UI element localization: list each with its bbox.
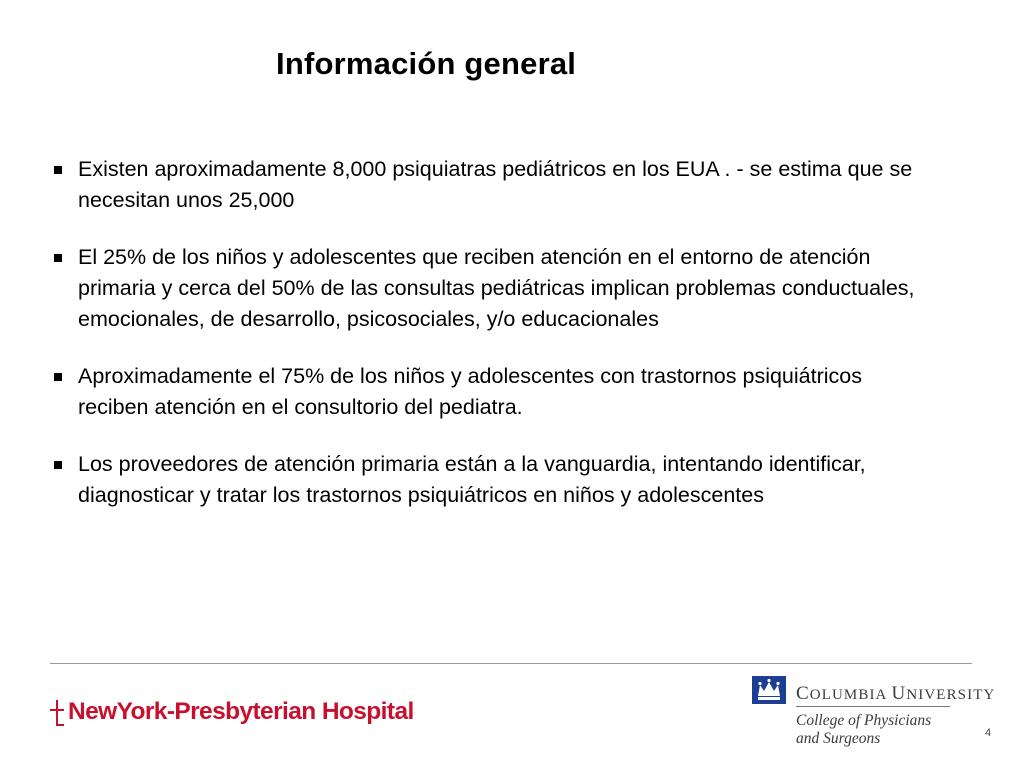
square-bullet-icon bbox=[54, 166, 62, 174]
square-bullet-icon bbox=[54, 373, 62, 381]
hospital-mark-icon bbox=[50, 700, 64, 726]
university-divider bbox=[796, 706, 950, 707]
bullet-item bbox=[50, 361, 930, 423]
columbia-crown-icon bbox=[752, 676, 786, 704]
bullet-text: Los proveedores de atención primaria están a la vanguardia, intentando identificar, diagnosticar y tratar los trastornos psiquiátricos en niños y adolescentes bbox=[78, 452, 866, 507]
hospital-name: NewYork-Presbyterian Hospital bbox=[68, 698, 414, 725]
bullet-item bbox=[50, 154, 930, 216]
slide-title: Información general bbox=[276, 46, 577, 81]
bullet-list bbox=[50, 154, 930, 511]
page-number: 4 bbox=[985, 727, 992, 739]
college-name: College of Physicians and Surgeons bbox=[796, 712, 932, 747]
bullet-text: Existen aproximadamente 8,000 psiquiatras pediátricos en los EUA . - se estima que se necesitan unos 25,000 bbox=[78, 157, 913, 212]
university-name: COLUMBIA UNIVERSITY bbox=[796, 683, 996, 704]
bullet-item bbox=[50, 242, 930, 335]
square-bullet-icon bbox=[54, 461, 62, 469]
bullet-text: Aproximadamente el 75% de los niños y adolescentes con trastornos psiquiátricos reciben atención en el consultorio del pediatra. bbox=[78, 364, 862, 419]
square-bullet-icon bbox=[54, 254, 62, 262]
bullet-text: El 25% de los niños y adolescentes que reciben atención en el entorno de atención primaria y cerca del 50% de las consultas pediátricas implican problemas conductuales, emocionales, de desarrollo, psicosociales, y/o educacionales bbox=[78, 245, 915, 331]
footer-divider bbox=[50, 663, 972, 664]
bullet-item bbox=[50, 449, 930, 511]
